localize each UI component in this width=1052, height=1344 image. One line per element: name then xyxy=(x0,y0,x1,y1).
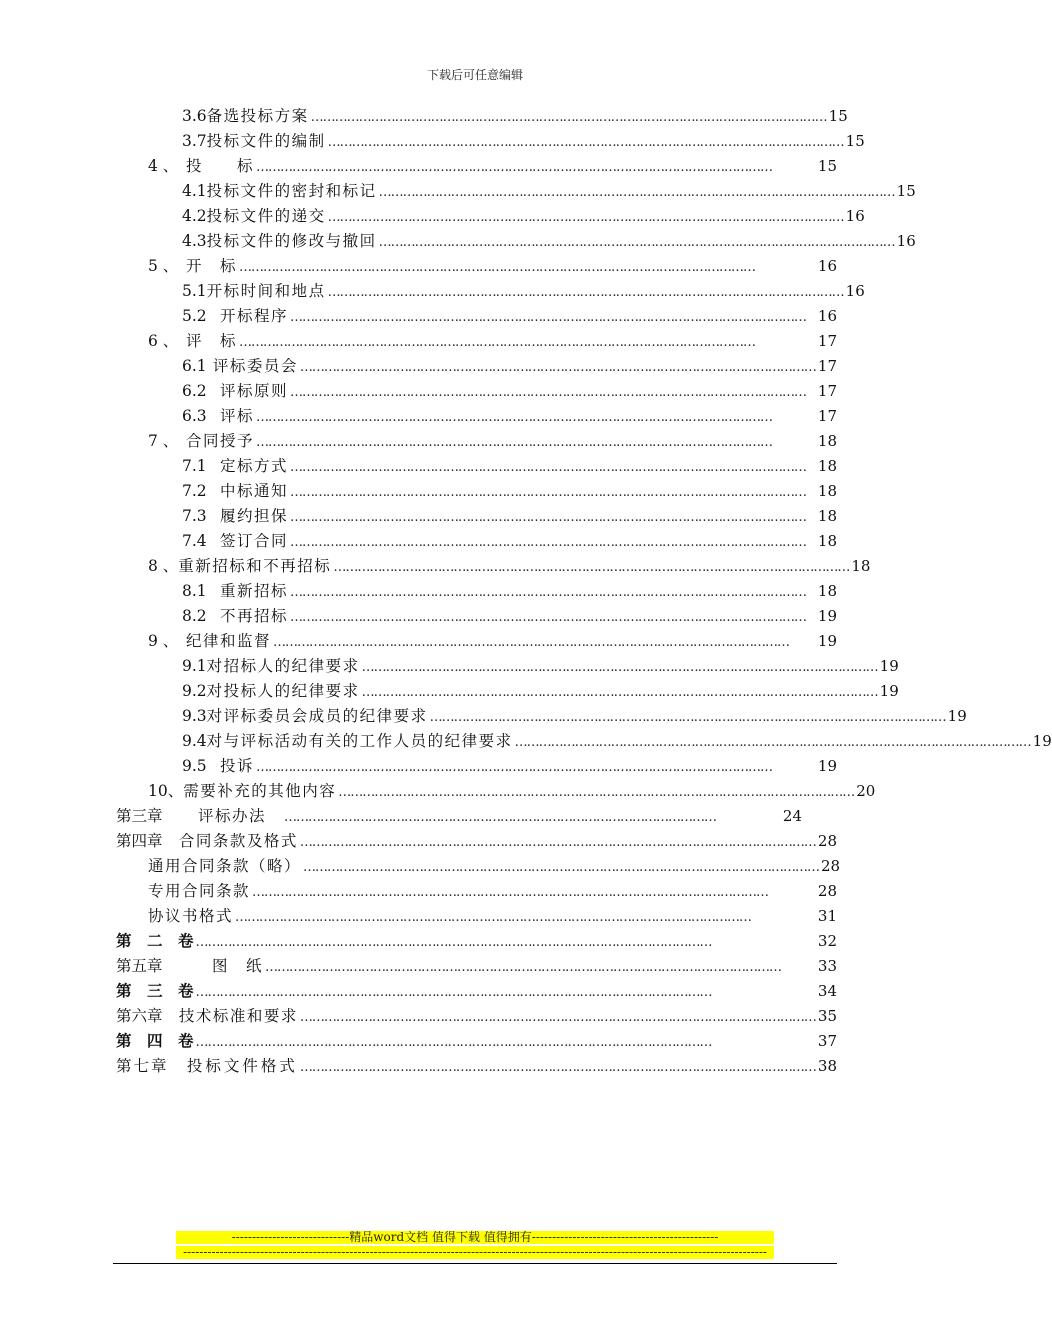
leader-dots: ………………………………………………………………………………………………………………… xyxy=(310,110,827,125)
toc-title: 投 标 xyxy=(186,157,255,175)
toc-entry xyxy=(148,554,871,578)
toc-page-number: 19 xyxy=(817,757,837,775)
toc-page-number: 18 xyxy=(817,457,837,475)
leader-dots: ………………………………………………………………………………………………………………… xyxy=(235,910,752,925)
toc-entry xyxy=(182,454,837,478)
toc-entry xyxy=(148,629,837,653)
toc-number: 3.7 xyxy=(182,132,207,150)
toc-entry xyxy=(182,279,865,303)
toc-page-number: 17 xyxy=(817,357,837,375)
leader-dots: ………………………………………………………………………………………………………………… xyxy=(265,960,782,975)
toc-number: 8.2 xyxy=(182,607,207,625)
toc-entry xyxy=(116,829,837,853)
toc-entry xyxy=(148,154,837,178)
toc-title: 开标时间和地点 xyxy=(206,282,326,300)
leader-dots: ………………………………………………………………………………………………………………… xyxy=(252,885,769,900)
toc-page-number: 17 xyxy=(817,332,837,350)
leader-dots: ………………………………………………………………………………………………………………… xyxy=(290,485,807,500)
toc-page-number: 18 xyxy=(817,507,837,525)
toc-number: 4.3 xyxy=(182,232,207,250)
leader-dots: ………………………………………………………………………………………………………………… xyxy=(327,135,844,150)
toc-number: 9.1 xyxy=(182,657,207,675)
toc-page-number: 19 xyxy=(817,607,837,625)
toc-title: 评标 xyxy=(220,407,255,425)
toc-entry xyxy=(182,504,837,528)
toc-page-number: 18 xyxy=(817,432,837,450)
toc-title: 重新招标和不再招标 xyxy=(178,557,332,575)
toc-entry xyxy=(148,329,837,353)
toc-page-number: 15 xyxy=(845,132,865,150)
toc-title: 中标通知 xyxy=(220,482,289,500)
toc-title: 签订合同 xyxy=(220,532,289,550)
toc-page-number: 37 xyxy=(817,1032,837,1050)
toc-entry xyxy=(182,104,848,128)
toc-entry xyxy=(182,729,1052,753)
toc-title: 投标文件的递交 xyxy=(206,207,326,225)
toc-number: 5.1 xyxy=(182,282,207,300)
toc-page-number: 19 xyxy=(879,682,899,700)
toc-page-number: 17 xyxy=(817,407,837,425)
toc-entry xyxy=(182,479,837,503)
toc-number: 3.6 xyxy=(182,107,207,125)
toc-entry xyxy=(148,904,837,928)
toc-page-number: 35 xyxy=(817,1007,837,1025)
leader-dots: ………………………………………………………………………………………………………………… xyxy=(299,1060,816,1075)
toc-title: 对与评标活动有关的工作人员的纪律要求 xyxy=(206,732,513,750)
leader-dots: ………………………………………………………………………………………………………………… xyxy=(195,985,712,1000)
toc-entry xyxy=(148,779,876,803)
toc-page-number: 34 xyxy=(817,982,837,1000)
leader-dots: ………………………………………………………………………………………………………………… xyxy=(327,285,844,300)
toc-page-number: 17 xyxy=(817,382,837,400)
toc-title: 投标文件的编制 xyxy=(206,132,326,150)
toc-title: 对招标人的纪律要求 xyxy=(206,657,360,675)
toc-number: 10、 xyxy=(148,782,184,800)
toc-page-number: 31 xyxy=(817,907,837,925)
toc-page-number: 33 xyxy=(817,957,837,975)
leader-dots: ………………………………………………………………………………………………………………… xyxy=(195,935,712,950)
toc-entry xyxy=(116,1004,837,1028)
toc-title: 开标程序 xyxy=(220,307,289,325)
toc-page-number: 38 xyxy=(817,1057,837,1075)
footer-banner: -----------------------------精品word文档 值得下载 值得拥有---------------------------------------------- xyxy=(176,1231,774,1244)
leader-dots: ………………………………………………………………………………………………………………… xyxy=(378,235,895,250)
toc-page-number: 16 xyxy=(896,232,916,250)
toc-page-number: 19 xyxy=(817,632,837,650)
toc-title: 专用合同条款 xyxy=(148,882,251,900)
toc-entry xyxy=(182,229,916,253)
toc-page-number: 16 xyxy=(817,257,837,275)
toc-number: 7 、 xyxy=(148,432,179,450)
toc-page-number: 20 xyxy=(856,782,876,800)
toc-page-number: 18 xyxy=(817,482,837,500)
toc-entry xyxy=(116,1054,837,1078)
leader-dots: ………………………………………………………………………………………………………………… xyxy=(290,535,807,550)
toc-entry xyxy=(148,879,837,903)
toc-entry xyxy=(148,854,841,878)
leader-dots: ………………………………………………………………………………………………………………… xyxy=(290,610,807,625)
leader-dots: ………………………………………………………………………………………………………………… xyxy=(239,335,756,350)
toc-page-number: 28 xyxy=(821,857,841,875)
leader-dots: ………………………………………………………………………………………………………………… xyxy=(299,1010,816,1025)
toc-entry xyxy=(182,404,837,428)
toc-page-number: 32 xyxy=(817,932,837,950)
toc-page-number: 19 xyxy=(947,707,967,725)
toc-title: 第 二 卷 xyxy=(116,931,194,950)
leader-dots: ………………………………………………………………………………………………………………… xyxy=(303,860,820,875)
leader-dots: ………………………………………………………………………………………………………………… xyxy=(256,435,773,450)
toc-page-number: 15 xyxy=(896,182,916,200)
toc-title: 技术标准和要求 xyxy=(178,1007,298,1025)
toc-title: 图 纸 xyxy=(212,957,264,975)
toc-number: 8.1 xyxy=(182,582,207,600)
toc-page-number: 15 xyxy=(828,107,848,125)
toc-number: 4.2 xyxy=(182,207,207,225)
toc-title: 评 标 xyxy=(186,332,238,350)
toc-title: 协议书格式 xyxy=(148,907,234,925)
toc-number: 7.4 xyxy=(182,532,207,550)
toc-number: 第四章 xyxy=(116,832,163,850)
toc-number: 9 、 xyxy=(148,632,179,650)
toc-page-number: 15 xyxy=(817,157,837,175)
leader-dots: ………………………………………………………………………………………………………………… xyxy=(290,310,807,325)
toc-title: 投标文件的密封和标记 xyxy=(206,182,377,200)
toc-page-number: 16 xyxy=(845,207,865,225)
toc-entry xyxy=(148,254,837,278)
toc-page-number: 28 xyxy=(817,882,837,900)
toc-number: 9.4 xyxy=(182,732,207,750)
toc-title: 定标方式 xyxy=(220,457,289,475)
toc-entry xyxy=(182,204,865,228)
leader-dots: ………………………………………………………………………………………………………………… xyxy=(299,360,816,375)
toc-number: 第五章 xyxy=(116,957,163,975)
toc-entry xyxy=(148,429,837,453)
leader-dots: ………………………………………………………………………………………………………………… xyxy=(195,1035,712,1050)
toc-title: 需要补充的其他内容 xyxy=(183,782,337,800)
toc-number: 9.5 xyxy=(182,757,207,775)
toc-number: 第三章 xyxy=(116,807,163,825)
toc-title: 第 三 卷 xyxy=(116,981,194,1000)
toc-page-number: 19 xyxy=(879,657,899,675)
toc-page-number: 18 xyxy=(817,582,837,600)
toc-number: 4.1 xyxy=(182,182,207,200)
leader-dots: ………………………………………………………………………………………………………………… xyxy=(290,585,807,600)
footer-divider xyxy=(113,1263,837,1264)
toc-number: 6.1 xyxy=(182,357,207,375)
toc-number: 9.3 xyxy=(182,707,207,725)
toc-title: 投标文件格式 xyxy=(186,1057,298,1075)
toc-number: 第六章 xyxy=(116,1007,163,1025)
leader-dots: ………………………………………………………………………………………………………………… xyxy=(299,835,816,850)
toc-page-number: 28 xyxy=(817,832,837,850)
toc-number: 7.2 xyxy=(182,482,207,500)
toc-entry xyxy=(182,604,837,628)
toc-page-number: 19 xyxy=(1032,732,1052,750)
page-header: 下载后可任意编辑 xyxy=(426,68,523,82)
leader-dots: ………………………………………………………………………………………………………………… xyxy=(239,260,756,275)
toc-title: 评标原则 xyxy=(220,382,289,400)
leader-dots: ……………………………………………………………………………………………… xyxy=(284,810,716,825)
toc-title: 通用合同条款（略） xyxy=(148,857,302,875)
toc-page-number: 16 xyxy=(845,282,865,300)
toc-number: 4 、 xyxy=(148,157,179,175)
toc-title: 投诉 xyxy=(220,757,255,775)
leader-dots: ………………………………………………………………………………………………………………… xyxy=(290,385,807,400)
leader-dots: ………………………………………………………………………………………………………………… xyxy=(256,760,773,775)
toc-number: 8 、 xyxy=(148,557,179,575)
toc-entry xyxy=(182,354,837,378)
toc-title: 投标文件的修改与撤回 xyxy=(206,232,377,250)
toc-title: 不再招标 xyxy=(220,607,289,625)
leader-dots: ………………………………………………………………………………………………………………… xyxy=(290,460,807,475)
toc-entry xyxy=(116,1029,837,1053)
toc-entry xyxy=(182,654,899,678)
toc-entry xyxy=(182,129,865,153)
toc-entry xyxy=(182,529,837,553)
toc-entry xyxy=(182,704,967,728)
leader-dots: ………………………………………………………………………………………………………………… xyxy=(378,185,895,200)
toc-title: 开 标 xyxy=(186,257,238,275)
leader-dots: ………………………………………………………………………………………………………………… xyxy=(429,710,946,725)
leader-dots: ………………………………………………………………………………………………………………… xyxy=(256,410,773,425)
toc-page-number: 24 xyxy=(782,807,802,825)
toc-title: 评标委员会 xyxy=(212,357,298,375)
toc-number: 6 、 xyxy=(148,332,179,350)
toc-title: 备选投标方案 xyxy=(206,107,309,125)
toc-title: 评标办法 xyxy=(198,807,267,825)
toc-title: 合同条款及格式 xyxy=(178,832,298,850)
toc-entry xyxy=(182,379,837,403)
toc-page-number: 16 xyxy=(817,307,837,325)
toc-number: 7.3 xyxy=(182,507,207,525)
leader-dots: ………………………………………………………………………………………………………………… xyxy=(333,560,850,575)
toc-title: 第 四 卷 xyxy=(116,1031,194,1050)
toc-number: 6.2 xyxy=(182,382,207,400)
toc-title: 对投标人的纪律要求 xyxy=(206,682,360,700)
leader-dots: ………………………………………………………………………………………………………………… xyxy=(290,510,807,525)
toc-page-number: 18 xyxy=(817,532,837,550)
toc-title: 重新招标 xyxy=(220,582,289,600)
leader-dots: ………………………………………………………………………………………………………………… xyxy=(361,660,878,675)
toc-entry xyxy=(116,954,837,978)
toc-page-number: 18 xyxy=(851,557,871,575)
toc-number: 6.3 xyxy=(182,407,207,425)
toc-number: 5.2 xyxy=(182,307,207,325)
toc-number: 第七章 xyxy=(116,1057,169,1075)
toc-number: 9.2 xyxy=(182,682,207,700)
leader-dots: ………………………………………………………………………………………………………………… xyxy=(514,735,1031,750)
leader-dots: ………………………………………………………………………………………………………………… xyxy=(256,160,773,175)
toc-entry xyxy=(182,579,837,603)
toc-title: 合同授予 xyxy=(186,432,255,450)
leader-dots: ………………………………………………………………………………………………………………… xyxy=(361,685,878,700)
toc-title: 纪律和监督 xyxy=(186,632,272,650)
leader-dots: ………………………………………………………………………………………………………………… xyxy=(273,635,790,650)
leader-dots: ………………………………………………………………………………………………………………… xyxy=(327,210,844,225)
toc-title: 对评标委员会成员的纪律要求 xyxy=(206,707,428,725)
leader-dots: ………………………………………………………………………………………………………………… xyxy=(338,785,855,800)
toc-entry xyxy=(182,679,899,703)
toc-number: 7.1 xyxy=(182,457,207,475)
toc-entry xyxy=(116,929,837,953)
toc-entry xyxy=(116,979,837,1003)
toc-entry xyxy=(116,804,802,828)
toc-entry xyxy=(182,304,837,328)
toc-title: 履约担保 xyxy=(220,507,289,525)
toc-entry xyxy=(182,754,837,778)
toc-number: 5 、 xyxy=(148,257,179,275)
footer-banner-dashes: ------------------------------------------------------------------------------------------------------------------------------------------------ xyxy=(176,1246,774,1259)
toc-entry xyxy=(182,179,916,203)
